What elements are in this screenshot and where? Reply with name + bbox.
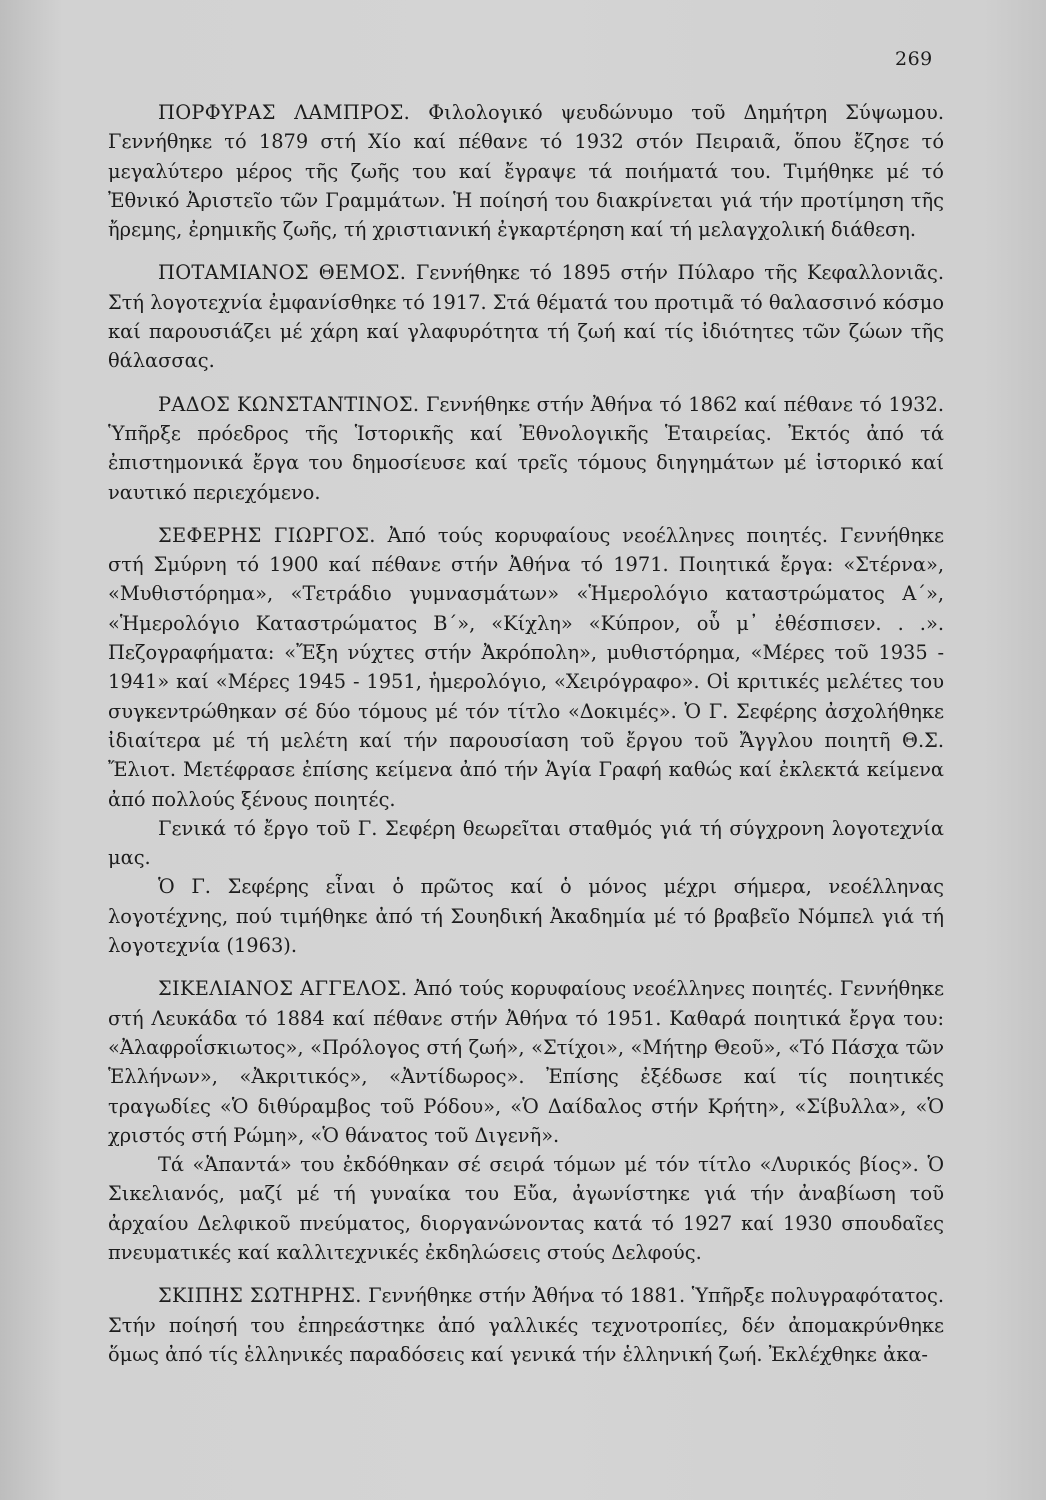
entry-paragraph	[108, 521, 944, 814]
entry-paragraph	[108, 258, 944, 375]
entry-text: Ἀπό τούς κορυφαίους νεοέλληνες ποιητές. Γεννήθηκε στή Λευκάδα τό 1884 καί πέθανε στήν Ἀθήνα τό 1951. Καθαρά ποιητικά ἔργα του: «Ἀλαφροΐσκιωτος», «Πρόλογος στή ζωή», «Στίχοι», «Μήτηρ Θεοῦ», «Τό Πάσχα τῶν Ἑλλήνων», «Ἀκριτικός», «Ἀντίδωρος». Ἐπίσης ἐξέδωσε καί τίς ποιητικές τραγωδίες «Ὁ διθύραμβος τοῦ Ρόδου», «Ὁ Δαίδαλος στήν Κρήτη», «Σίβυλλα», «Ὁ χριστός στή Ρώμη», «Ὁ θάνατος τοῦ Διγενῆ».	[108, 977, 944, 1147]
entry-name: ΡΑΔΟΣ ΚΩΝΣΤΑΝΤΙΝΟΣ.	[158, 392, 420, 416]
entry-paragraph	[108, 974, 944, 1150]
entry-text: Γεννήθηκε στήν Ἀθήνα τό 1881. Ὑπῆρξε πολυγραφότατος. Στήν ποίησή του ἐπηρεάστηκε ἀπό γαλλικές τεχνοτροπίες, δέν ἀπομακρύνθηκε ὅμως ἀπό τίς ἑλληνικές παραδόσεις καί γενικά τήν ἑλληνική ζωή. Ἐκλέχθηκε ἀκα-	[108, 1284, 944, 1366]
biographies-text	[108, 98, 944, 1383]
entry-text: Γεννήθηκε τό 1895 στήν Πύλαρο τῆς Κεφαλλονιᾶς. Στή λογοτεχνία ἐμφανίσθηκε τό 1917. Στά θέματά του προτιμᾶ τό θαλασσινό κόσμο καί παρουσιάζει μέ χάρη καί γλαφυρότητα τή ζωή καί τίς ἰδιότητες τῶν ζώων τῆς θάλασσας.	[108, 261, 944, 373]
entry-text: Ἀπό τούς κορυφαίους νεοέλληνες ποιητές. Γεννήθηκε στή Σμύρνη τό 1900 καί πέθανε στήν Ἀθήνα τό 1971. Ποιητικά ἔργα: «Στέρνα», «Μυθιστόρημα», «Τετράδιο γυμνασμάτων» «Ἡμερολόγιο καταστρώματος Α΄», «Ἡμερολόγιο Καταστρώματος Β΄», «Κίχλη» «Κύπρον, οὗ μ᾽ ἐθέσπισεν. . .». Πεζογραφήματα: «Ἔξη νύχτες στήν Ἀκρόπολη», μυθιστόρημα, «Μέρες τοῦ 1935 - 1941» καί «Μέρες 1945 - 1951, ἡμερολόγιο, «Χειρόγραφο». Οἱ κριτικές μελέτες του συγκεντρώθηκαν σέ δύο τόμους μέ τόν τίτλο «Δοκιμές». Ὁ Γ. Σεφέρης ἀσχολήθηκε ἰδιαίτερα μέ τή μελέτη καί τήν παρουσίαση τοῦ ἔργου τοῦ Ἄγγλου ποιητῆ Θ.Σ. Ἔλιοτ. Μετέφρασε ἐπίσης κείμενα ἀπό τήν Ἁγία Γραφή καθώς καί ἐκλεκτά κείμενα ἀπό πολλούς ξένους ποιητές.	[108, 523, 944, 811]
entry-paragraph-continued: Γενικά τό ἔργο τοῦ Γ. Σεφέρη θεωρεῖται σταθμός γιά τή σύγχρονη λογοτεχνία μας.	[108, 816, 944, 870]
entry-seferis	[108, 521, 944, 960]
entry-skipis	[108, 1281, 944, 1369]
entry-text: Φιλολογικό ψευδώνυμο τοῦ Δημήτρη Σύψωμου. Γεννήθηκε τό 1879 στή Χίο καί πέθανε τό 1932 στόν Πειραιᾶ, ὅπου ἔζησε τό μεγαλύτερο μέρος τῆς ζωῆς του καί ἔγραψε τά ποιήματά του. Τιμήθηκε μέ τό Ἐθνικό Ἀριστεῖο τῶν Γραμμάτων. Ἡ ποίησή του διακρίνεται γιά τήν προτίμηση τῆς ἤρεμης, ἐρημικῆς ζωῆς, τή χριστιανική ἐγκαρτέρηση καί τή μελαγχολική διάθεση.	[108, 101, 945, 242]
entry-sikelianos	[108, 974, 944, 1267]
entry-name: ΣΕΦΕΡΗΣ ΓΙΩΡΓΟΣ.	[158, 523, 376, 547]
entry-name: ΠΟΡΦΥΡΑΣ ΛΑΜΠΡΟΣ.	[158, 101, 411, 124]
entry-paragraph	[108, 98, 944, 244]
entry-paragraph	[108, 1281, 944, 1369]
entry-paragraph	[108, 390, 944, 507]
page-number: 269	[895, 48, 933, 70]
entry-rados	[108, 390, 944, 507]
entry-paragraph-continued: Ὁ Γ. Σεφέρης εἶναι ὁ πρῶτος καί ὁ μόνος μέχρι σήμερα, νεοέλληνας λογοτέχνης, πού τιμήθηκε ἀπό τή Σουηδική Ἀκαδημία μέ τό βραβεῖο Νόμπελ γιά τή λογοτεχνία (1963).	[108, 875, 944, 958]
entry-text: Γεννήθηκε στήν Ἀθήνα τό 1862 καί πέθανε τό 1932. Ὑπῆρξε πρόεδρος τῆς Ἱστορικῆς καί Ἐθνολογικῆς Ἑταιρείας. Ἐκτός ἀπό τά ἐπιστημονικά ἔργα του δημοσίευσε καί τρεῖς τόμους διηγημάτων μέ ἱστορικό καί ναυτικό περιεχόμενο.	[108, 392, 945, 504]
entry-name: ΣΚΙΠΗΣ ΣΩΤΗΡΗΣ.	[158, 1284, 362, 1308]
entry-name: ΠΟΤΑΜΙΑΝΟΣ ΘΕΜΟΣ.	[158, 261, 407, 285]
entry-porfyras	[108, 98, 944, 244]
entry-potamianos	[108, 258, 944, 375]
entry-name: ΣΙΚΕΛΙΑΝΟΣ ΑΓΓΕΛΟΣ.	[158, 977, 408, 1001]
entry-paragraph-continued: Τά «Ἁπαντά» του ἐκδόθηκαν σέ σειρά τόμων μέ τόν τίτλο «Λυρικός βίος». Ὁ Σικελιανός, μαζί μέ τή γυναίκα του Εὔα, ἀγωνίστηκε γιά τήν ἀναβίωση τοῦ ἀρχαίου Δελφικοῦ πνεύματος, διοργανώνοντας κατά τό 1927 καί 1930 σπουδαῖες πνευματικές καί καλλιτεχνικές ἐκδηλώσεις στούς Δελφούς.	[108, 1153, 944, 1264]
